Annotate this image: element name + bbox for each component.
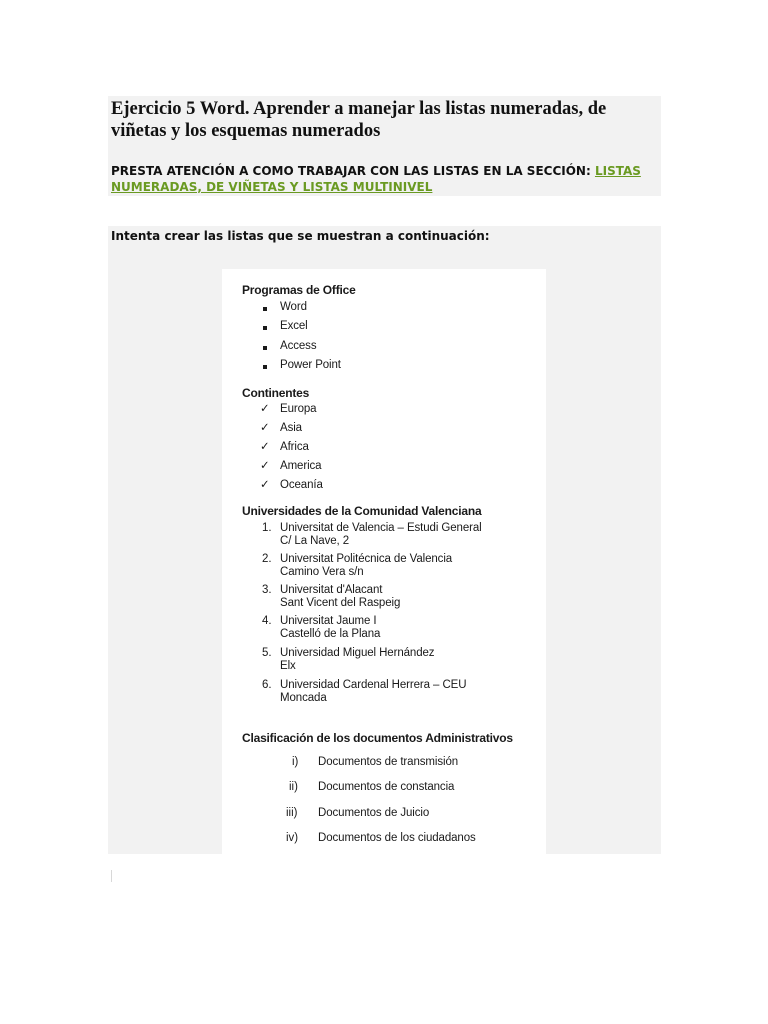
list-item: Europa [280,403,317,415]
university-place: Camino Vera s/n [280,566,364,578]
list-item: America [280,460,322,472]
bullet-icon [263,326,267,330]
university-place: Moncada [280,692,327,704]
list-number: i) [292,756,299,768]
example-lists-image [222,269,546,854]
university-place: C/ La Nave, 2 [280,535,350,547]
list-item: Access [280,340,317,352]
university-name: Universidad Cardenal Herrera – CEU [280,679,467,691]
list-number: ii) [289,781,298,793]
intro-text: Intenta crear las listas que se muestran a continuación: [111,229,490,243]
list-number: 6. [262,679,272,691]
section-link[interactable]: LISTAS NUMERADAS, DE VIÑETAS Y LISTAS MULTINIVEL [111,164,641,194]
bullet-icon [263,307,267,311]
document-item: Documentos de transmisión [318,756,459,768]
list-item: Africa [280,441,309,453]
check-icon: ✓ [260,403,270,415]
check-icon: ✓ [260,479,270,491]
attention-note [111,164,656,195]
text-cursor [111,870,112,882]
university-name: Universitat de Valencia – Estudi General [280,522,482,534]
document-item: Documentos de Juicio [318,807,430,819]
list-item: Oceanía [280,479,323,491]
attention-text: PRESTA ATENCIÓN A COMO TRABAJAR CON LAS LISTAS EN LA SECCIÓN: [111,164,595,178]
list-item: Word [280,301,307,313]
page-title: Ejercicio 5 Word. Aprender a manejar las listas numeradas, de viñetas y los esquemas numerados [111,99,607,141]
list-number: 2. [262,553,272,565]
list-number: 5. [262,647,272,659]
document-item: Documentos de constancia [318,781,455,793]
bullet-icon [263,346,267,350]
university-place: Elx [280,660,296,672]
list-number: 3. [262,584,272,596]
university-place: Sant Vicent del Raspeig [280,597,401,609]
university-place: Castelló de la Plana [280,628,381,640]
office-title: Programas de Office [242,283,356,297]
list-item: Asia [280,422,302,434]
bullet-icon [263,365,267,369]
list-item: Power Point [280,359,341,371]
list-number: 4. [262,615,272,627]
university-name: Universitat d'Alacant [280,584,383,596]
list-number: iii) [286,807,298,819]
document-item: Documentos de los ciudadanos [318,832,476,844]
universities-title: Universidades de la Comunidad Valenciana [242,504,482,518]
list-item: Excel [280,320,308,332]
title-panel [108,96,661,196]
check-icon: ✓ [260,460,270,472]
check-icon: ✓ [260,441,270,453]
university-name: Universitat Jaume I [280,615,377,627]
documents-title: Clasificación de los documentos Administrativos [242,731,513,745]
university-name: Universitat Politécnica de Valencia [280,553,453,565]
university-name: Universidad Miguel Hernández [280,647,435,659]
continents-title: Continentes [242,386,310,400]
list-number: 1. [262,522,272,534]
list-number: iv) [286,832,299,844]
exercise-panel [108,226,661,854]
check-icon: ✓ [260,422,270,434]
